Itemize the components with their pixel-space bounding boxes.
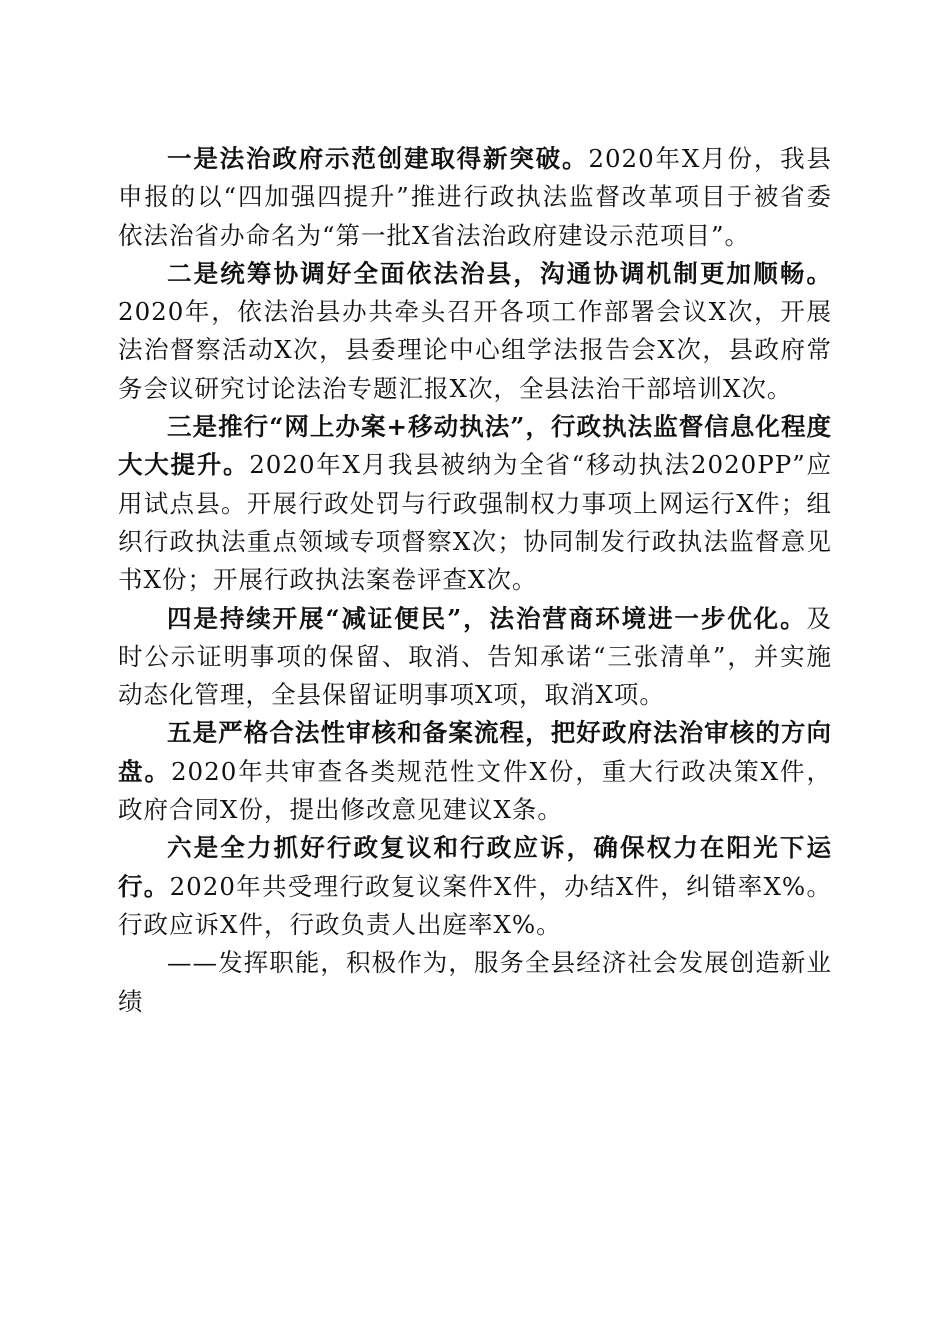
paragraph-1 <box>118 140 832 255</box>
section-heading <box>118 944 832 1021</box>
paragraph-4-heading: 四是持续开展“减证便民”，法治营商环境进一步优化。 <box>167 603 807 633</box>
paragraph-6 <box>118 829 832 944</box>
paragraph-4-body: 及时公示证明事项的保留、取消、告知承诺“三张清单”，并实施动态化管理，全县保留证明事项X项，取消X项。 <box>118 603 832 710</box>
paragraph-4 <box>118 600 832 715</box>
paragraph-3-body: 2020年X月我县被纳为全省“移动执法2020PP”应用试点县。开展行政处罚与行政强制权力事项上网运行X件；组织行政执法重点领域专项督察X次；协同制发行政执法监督意见书X份；开展行政执法案卷评查X次。 <box>118 450 832 595</box>
paragraph-6-body: 2020年共受理行政复议案件X件，办结X件，纠错率X%。行政应诉X件，行政负责人出庭率X%。 <box>118 871 832 939</box>
document-page <box>118 140 832 1021</box>
paragraph-3-heading: 三是推行“网上办案+移动执法”，行政执法监督信息化程度大大提升。 <box>118 412 832 480</box>
paragraph-5-heading: 五是严格合法性审核和备案流程，把好政府法治审核的方向盘。 <box>118 718 832 786</box>
paragraph-3 <box>118 408 832 599</box>
paragraph-5-body: 2020年共审查各类规范性文件X份，重大行政决策X件，政府合同X份，提出修改意见建议X条。 <box>118 756 833 825</box>
paragraph-1-heading: 一是法治政府示范创建取得新突破。 <box>167 144 589 173</box>
paragraph-6-heading: 六是全力抓好行政复议和行政应诉，确保权力在阳光下运行。 <box>118 833 832 901</box>
paragraph-5 <box>118 714 832 829</box>
paragraph-2 <box>118 255 832 408</box>
section-heading-text: ——发挥职能，积极作为，服务全县经济社会发展创造新业绩 <box>118 948 832 1016</box>
paragraph-2-body: 2020年，依法治县办共牵头召开各项工作部署会议X次，开展法治督察活动X次，县委理论中心组学法报告会X次，县政府常务会议研究讨论法治专题汇报X次，全县法治干部培训X次。 <box>118 297 832 403</box>
paragraph-2-heading: 二是统筹协调好全面依法治县，沟通协调机制更加顺畅。 <box>167 258 832 288</box>
paragraph-1-body: 2020年X月份，我县申报的以“四加强四提升”推进行政执法监督改革项目于被省委依法治省办命名为“第一批X省法治政府建设示范项目”。 <box>118 144 832 250</box>
